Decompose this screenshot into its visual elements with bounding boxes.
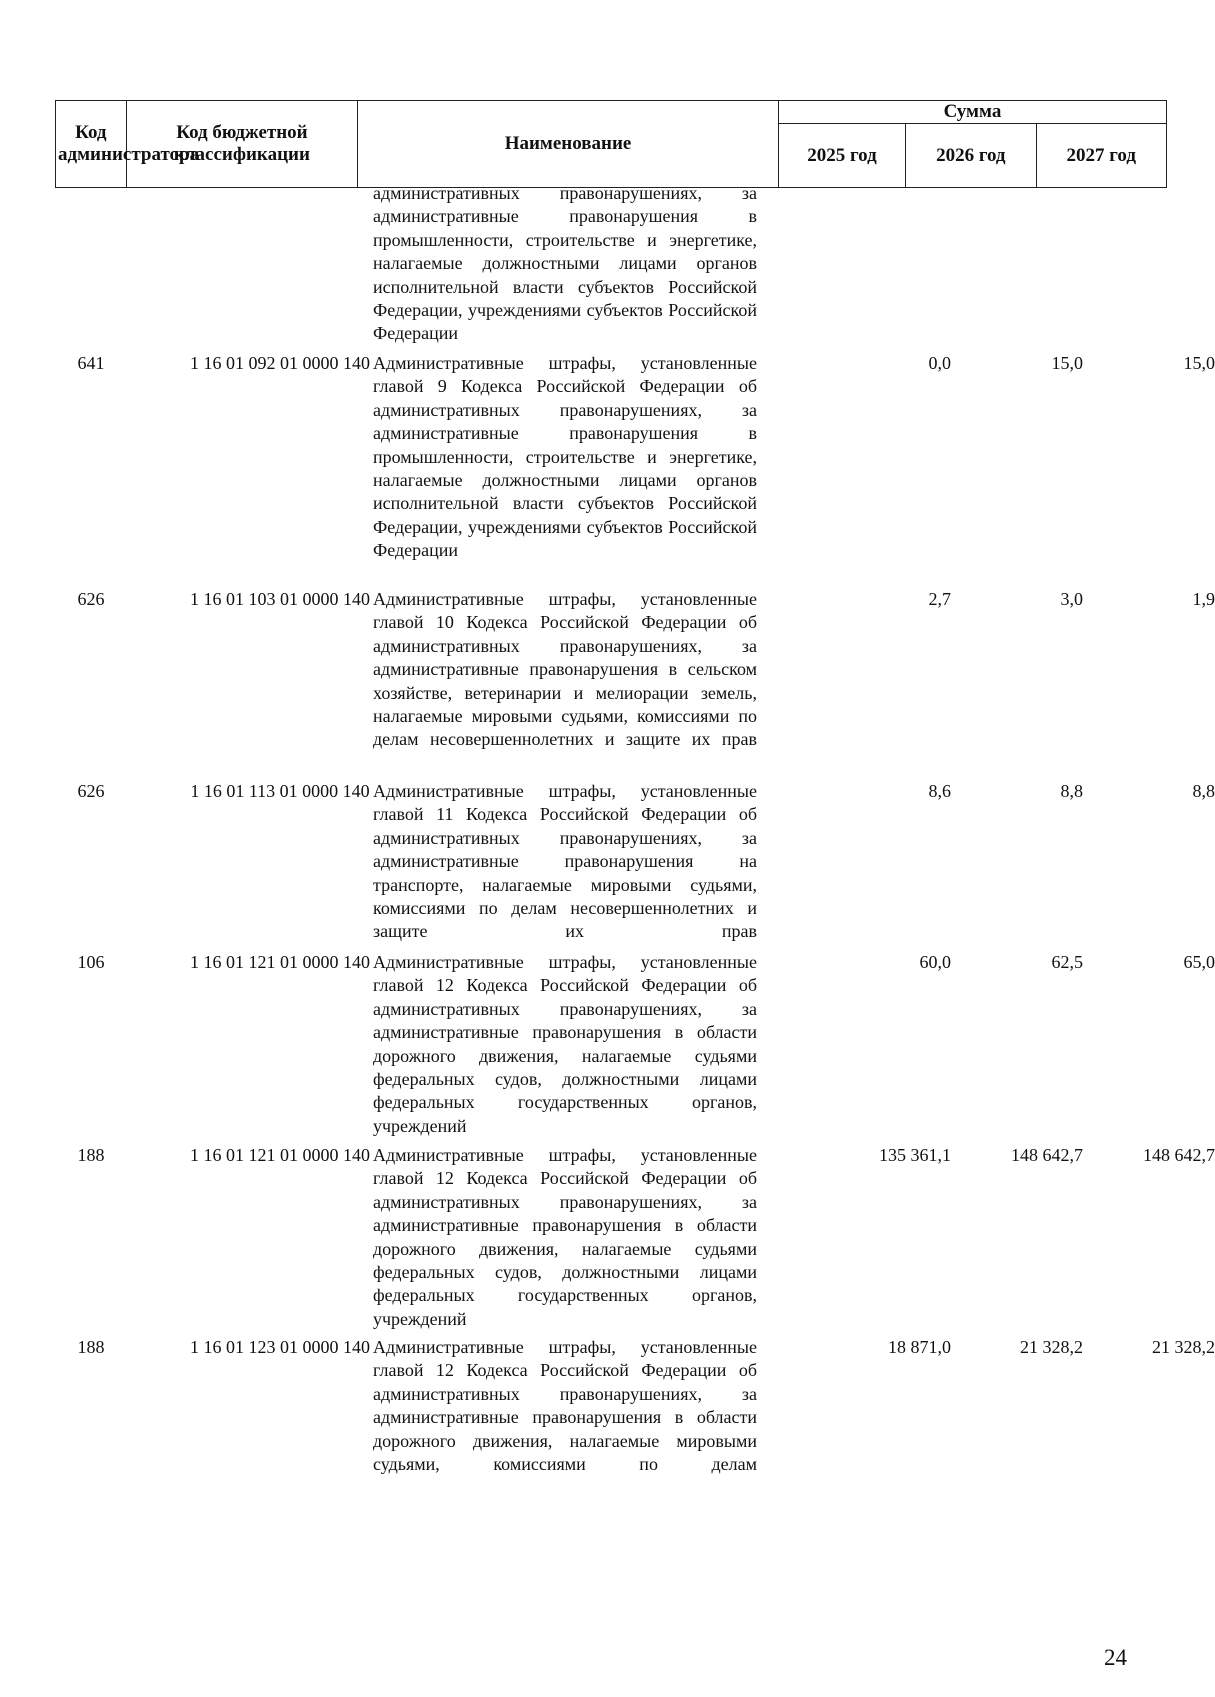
row-value-2025: 2,7 — [928, 589, 951, 609]
row-name: Административные штрафы, установленные главой 11 Кодекса Российской Федерации об административных правонарушениях, за административные правонарушения на транспорте, налагаемые мировыми судьями, комиссиями по делам несовершеннолетних и защите их прав — [373, 781, 757, 942]
row-value-2026: 15,0 — [1051, 353, 1083, 373]
header-name: Наименование — [358, 101, 779, 188]
table-header — [55, 100, 1167, 188]
row-value-2026: 21 328,2 — [1020, 1337, 1083, 1357]
row-admin-code: 641 — [77, 353, 105, 373]
header-sum: Сумма — [778, 101, 1166, 124]
row-admin-code: 626 — [77, 589, 105, 609]
header-kbk: Код бюджетной классификации — [126, 101, 358, 188]
row-kbk: 1 16 01 092 01 0000 140 — [190, 353, 370, 373]
row-kbk: 1 16 01 123 01 0000 140 — [190, 1337, 370, 1357]
row-value-2025: 60,0 — [919, 952, 951, 972]
row-value-2027: 8,8 — [1192, 781, 1215, 801]
row-name: Административные штрафы, установленные главой 12 Кодекса Российской Федерации об административных правонарушениях, за административные правонарушения в области дорожного движения, налагаемые судьями федеральных судов, должностными лицами федеральных государственных органов, учреждений — [373, 952, 757, 1136]
row-value-2026: 3,0 — [1060, 589, 1083, 609]
row-value-2027: 15,0 — [1183, 353, 1215, 373]
header-year-2026: 2026 год — [906, 124, 1036, 188]
row-admin-code: 626 — [77, 781, 105, 801]
row-value-2027: 148 642,7 — [1143, 1145, 1215, 1165]
row-value-2026: 148 642,7 — [1011, 1145, 1083, 1165]
header-year-2025: 2025 год — [778, 124, 905, 188]
row-admin-code: 188 — [77, 1145, 105, 1165]
row-value-2025: 8,6 — [928, 781, 951, 801]
header-admin-code: Код администратора — [56, 101, 127, 188]
row-value-2027: 65,0 — [1183, 952, 1215, 972]
row-value-2025: 0,0 — [928, 353, 951, 373]
header-year-2027: 2027 год — [1036, 124, 1166, 188]
row-value-2026: 8,8 — [1060, 781, 1083, 801]
row-value-2027: 21 328,2 — [1152, 1337, 1215, 1357]
row-kbk: 1 16 01 121 01 0000 140 — [190, 952, 370, 972]
row-kbk: 1 16 01 121 01 0000 140 — [190, 1145, 370, 1165]
continuation-text: административных правонарушениях, за административные правонарушения в промышленности, строительстве и энергетике, налагаемые должностными лицами органов исполнительной власти субъектов Российской Федерации, учреждениями субъектов Российской Федерации — [373, 183, 757, 344]
row-admin-code: 188 — [77, 1337, 105, 1357]
row-kbk: 1 16 01 103 01 0000 140 — [190, 589, 370, 609]
row-value-2025: 135 361,1 — [879, 1145, 951, 1165]
page-number: 24 — [1104, 1645, 1127, 1670]
row-value-2025: 18 871,0 — [888, 1337, 951, 1357]
row-name: Административные штрафы, установленные главой 12 Кодекса Российской Федерации об административных правонарушениях, за административные правонарушения в области дорожного движения, налагаемые судьями федеральных судов, должностными лицами федеральных государственных органов, учреждений — [373, 1145, 757, 1329]
row-value-2027: 1,9 — [1192, 589, 1215, 609]
row-name: Административные штрафы, установленные главой 10 Кодекса Российской Федерации об административных правонарушениях, за административные правонарушения в сельском хозяйстве, ветеринарии и мелиорации земель, налагаемые мировыми судьями, комиссиями по делам несовершеннолетних и защите их прав — [373, 589, 757, 750]
row-name: Административные штрафы, установленные главой 9 Кодекса Российской Федерации об административных правонарушениях, за административные правонарушения в промышленности, строительстве и энергетике, налагаемые должностными лицами органов исполнительной власти субъектов Российской Федерации, учреждениями субъектов Российской Федерации — [373, 353, 757, 561]
row-kbk: 1 16 01 113 01 0000 140 — [190, 781, 370, 801]
row-value-2026: 62,5 — [1051, 952, 1083, 972]
row-admin-code: 106 — [77, 952, 105, 972]
row-name: Административные штрафы, установленные главой 12 Кодекса Российской Федерации об административных правонарушениях, за административные правонарушения в области дорожного движения, налагаемые мировыми судьями, комиссиями по делам — [373, 1337, 757, 1475]
